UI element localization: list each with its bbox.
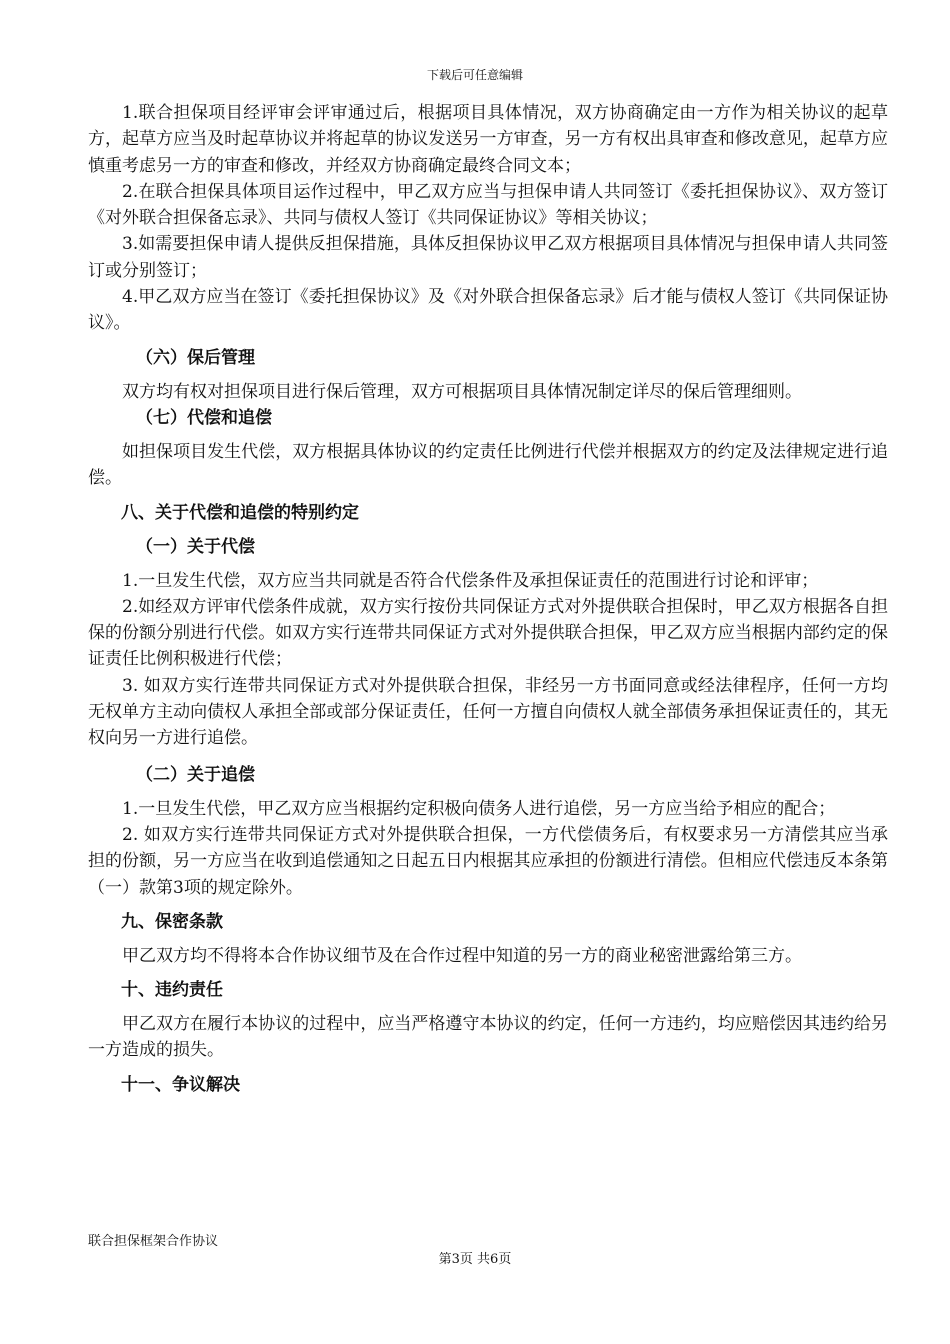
subsection-heading: （二）关于追偿 [136, 764, 255, 785]
clause-paragraph: 甲乙双方在履行本协议的过程中，应当严格遵守本协议的约定，任何一方违约，均应赔偿因其违约给另一方造成的损失。 [88, 1014, 888, 1061]
section-heading: 八、关于代偿和追偿的特别约定 [121, 502, 359, 523]
clause-paragraph: 2.如经双方评审代偿条件成就，双方实行按份共同保证方式对外提供联合担保时，甲乙双方根据各自担保的份额分别进行代偿。如双方实行连带共同保证方式对外提供联合担保，甲乙双方应当根据内部约定的保证责任比例积极进行代偿； [88, 596, 888, 670]
clause-paragraph: 双方均有权对担保项目进行保后管理，双方可根据项目具体情况制定详尽的保后管理细则。 [122, 381, 802, 402]
clause-paragraph: 1.联合担保项目经评审会评审通过后，根据项目具体情况，双方协商确定由一方作为相关协议的起草方，起草方应当及时起草协议并将起草的协议发送另一方审查，另一方有权出具审查和修改意见，起草方应慎重考虑另一方的审查和修改，并经双方协商确定最终合同文本； [88, 103, 888, 176]
clause-paragraph: 1.一旦发生代偿，甲乙双方应当根据约定积极向债务人进行追偿，另一方应当给予相应的配合； [122, 798, 836, 819]
clause-paragraph: 3. 如双方实行连带共同保证方式对外提供联合担保，非经另一方书面同意或经法律程序，任何一方均无权单方主动向债权人承担全部或部分保证责任，任何一方擅自向债权人就全部债务承担保证责任的，其无权向另一方进行追偿。 [88, 675, 888, 749]
clause-paragraph: 1.一旦发生代偿，双方应当共同就是否符合代偿条件及承担保证责任的范围进行讨论和评审； [122, 570, 819, 591]
section-heading: 十、违约责任 [121, 980, 223, 1001]
document-body [88, 100, 888, 1098]
page-header: 下载后可任意编辑 [426, 68, 523, 82]
subsection-heading: （一）关于代偿 [136, 536, 255, 557]
section-heading: 九、保密条款 [121, 911, 223, 932]
footer-document-title: 联合担保框架合作协议 [88, 1234, 219, 1249]
subsection-heading: （六）保后管理 [136, 347, 255, 368]
clause-paragraph: 如担保项目发生代偿，双方根据具体协议的约定责任比例进行代偿并根据双方的约定及法律规定进行追偿。 [88, 441, 888, 489]
subsection-heading: （七）代偿和追偿 [136, 407, 272, 428]
footer-page-number: 第3页 共6页 [438, 1252, 512, 1267]
clause-paragraph: 甲乙双方均不得将本合作协议细节及在合作过程中知道的另一方的商业秘密泄露给第三方。 [122, 945, 802, 966]
clause-paragraph: 4.甲乙双方应当在签订《委托担保协议》及《对外联合担保备忘录》后才能与债权人签订《共同保证协议》。 [88, 287, 888, 334]
clause-paragraph: 3.如需要担保申请人提供反担保措施，具体反担保协议甲乙双方根据项目具体情况与担保申请人共同签订或分别签订； [88, 234, 888, 281]
clause-paragraph: 2.在联合担保具体项目运作过程中，甲乙双方应当与担保申请人共同签订《委托担保协议》、双方签订《对外联合担保备忘录》、共同与债权人签订《共同保证协议》等相关协议； [88, 181, 888, 229]
section-heading: 十一、争议解决 [121, 1074, 240, 1095]
clause-paragraph: 2. 如双方实行连带共同保证方式对外提供联合担保，一方代偿债务后，有权要求另一方清偿其应当承担的份额，另一方应当在收到追偿通知之日起五日内根据其应承担的份额进行清偿。但相应代偿违反本条第（一）款第3项的规定除外。 [88, 824, 888, 898]
